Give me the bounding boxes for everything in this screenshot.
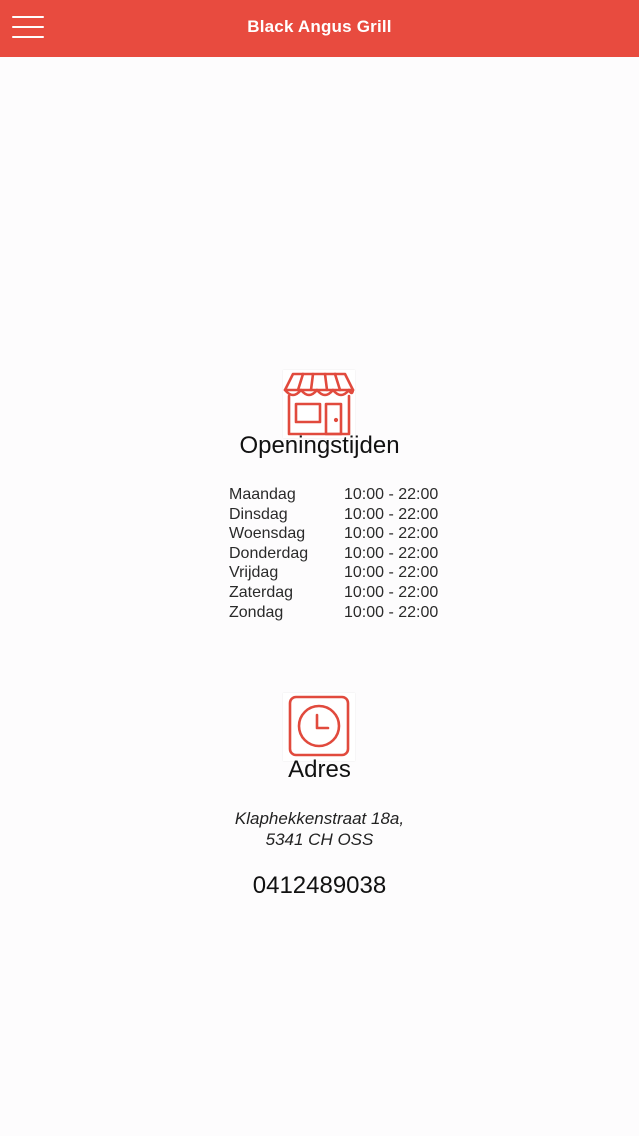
day-label: Woensdag <box>229 525 306 543</box>
day-label: Donderdag <box>229 544 309 562</box>
app-title: Black Angus Grill <box>247 17 392 36</box>
day-label: Maandag <box>229 486 296 503</box>
hours-row-wednesday <box>229 524 459 544</box>
hours-row-monday <box>229 485 459 505</box>
day-label: Vrijdag <box>229 564 279 582</box>
time-value: 10:00 - 22:00 <box>344 486 439 503</box>
clock-icon <box>283 693 355 761</box>
storefront-icon <box>283 370 355 438</box>
day-label: Zondag <box>229 603 284 621</box>
hours-row-thursday <box>229 544 459 564</box>
hours-row-friday <box>229 563 459 583</box>
time-value: 10:00 - 22:00 <box>344 603 439 621</box>
opening-hours-title: Openingstijden <box>239 432 400 459</box>
time-value: 10:00 - 22:00 <box>344 564 439 582</box>
address-postal-city: 5341 CH OSS <box>265 830 374 849</box>
time-value: 10:00 - 22:00 <box>344 544 439 562</box>
day-label: Dinsdag <box>229 505 288 523</box>
time-value: 10:00 - 22:00 <box>344 505 439 523</box>
top-app-bar <box>0 0 639 57</box>
address-street: Klaphekkenstraat 18a, <box>234 809 405 828</box>
hours-row-tuesday <box>229 505 459 525</box>
hours-row-saturday <box>229 583 459 603</box>
opening-hours-table <box>229 485 459 622</box>
phone-number-link[interactable]: 0412489038 <box>252 872 387 899</box>
day-label: Zaterdag <box>229 583 294 601</box>
address-title: Adres <box>288 756 351 783</box>
time-value: 10:00 - 22:00 <box>344 525 439 543</box>
hours-row-sunday <box>229 603 459 623</box>
time-value: 10:00 - 22:00 <box>344 583 439 601</box>
